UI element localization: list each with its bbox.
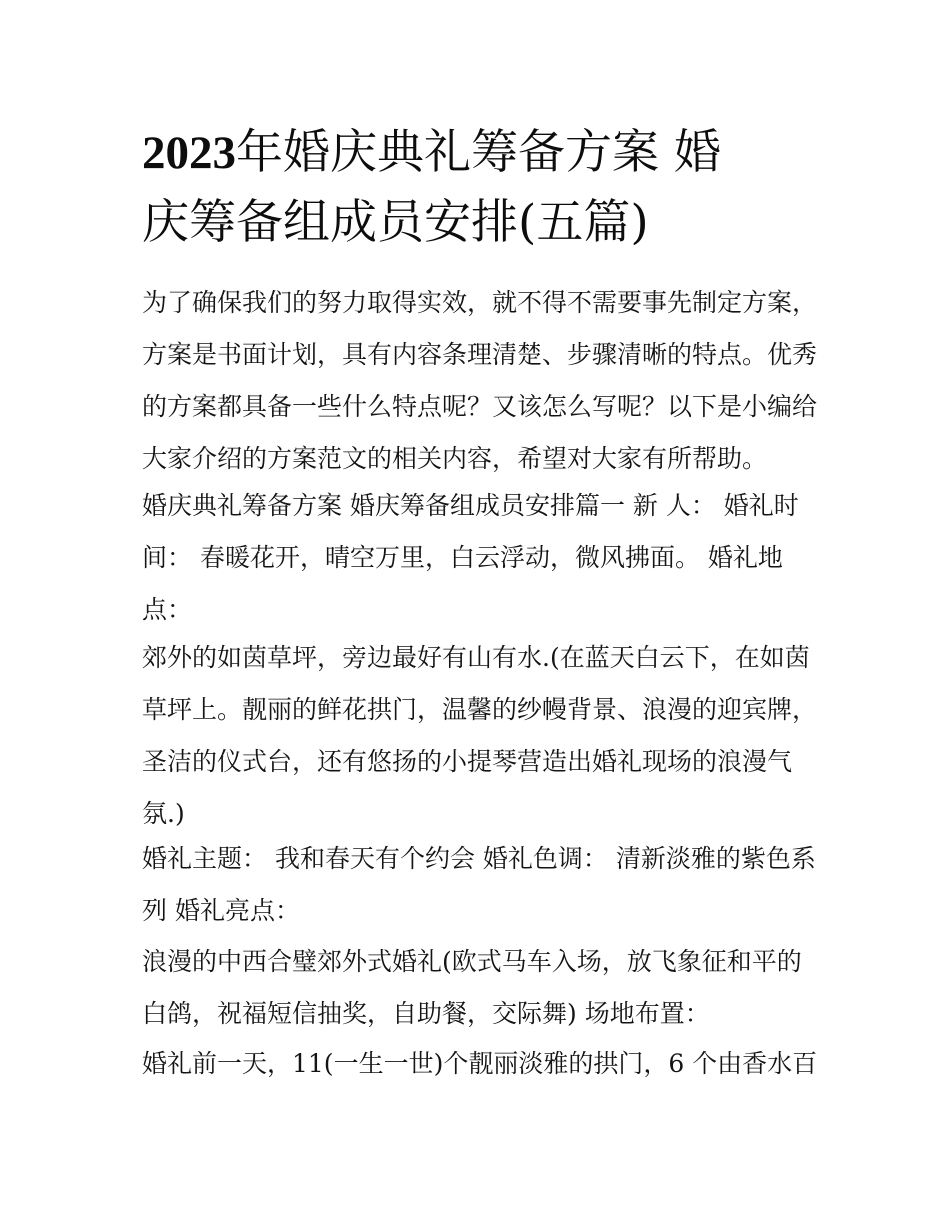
venue-paragraph [142,632,818,840]
text-line: 婚庆典礼筹备方案 婚庆筹备组成员安排篇一 新 人： 婚礼时 [142,491,799,520]
text-line: 婚礼前一天，11(一生一世)个靓丽淡雅的拱门，6 个由香水百 [142,1049,818,1078]
text-line: 婚礼主题： 我和春天有个约会 婚礼色调： 清新淡雅的紫色系 [142,844,816,873]
text-line: 为了确保我们的努力取得实效，就不得不需要事先制定方案， [142,288,818,317]
text-line: 氛.) [142,799,185,828]
text-line: 白鸽，祝福短信抽奖，自助餐，交际舞) 场地布置： [142,999,710,1028]
text-line: 草坪上。靓丽的鲜花拱门，温馨的纱幔背景、浪漫的迎宾牌， [142,695,818,724]
title-line-2: 庆筹备组成员安排(五篇) [142,195,649,250]
text-line: 点： [142,595,193,624]
text-line: 间： 春暖花开，晴空万里，白云浮动，微风拂面。 婚礼地 [142,543,783,572]
document-title [142,118,792,258]
title-line-1-rest: 年婚庆典礼筹备方案 婚 [236,125,721,180]
text-line: 列 婚礼亮点： [142,896,300,925]
decoration-paragraph [142,1038,818,1090]
highlights-paragraph [142,936,814,1040]
title-line-1 [142,118,792,188]
text-line: 浪漫的中西合璧郊外式婚礼(欧式马车入场，放飞象征和平的 [142,947,802,976]
text-line: 方案是书面计划，具有内容条理清楚、步骤清晰的特点。优秀 [142,340,818,369]
text-line: 大家介绍的方案范文的相关内容，希望对大家有所帮助。 [142,444,768,473]
intro-paragraph [142,277,818,485]
section-one-paragraph [142,480,814,636]
title-year: 2023 [142,127,236,179]
theme-paragraph [142,833,814,937]
text-line: 圣洁的仪式台，还有悠扬的小提琴营造出婚礼现场的浪漫气 [142,747,793,776]
text-line: 的方案都具备一些什么特点呢？又该怎么写呢？以下是小编给 [142,392,818,421]
text-line: 郊外的如茵草坪，旁边最好有山有水.(在蓝天白云下，在如茵 [142,643,810,672]
